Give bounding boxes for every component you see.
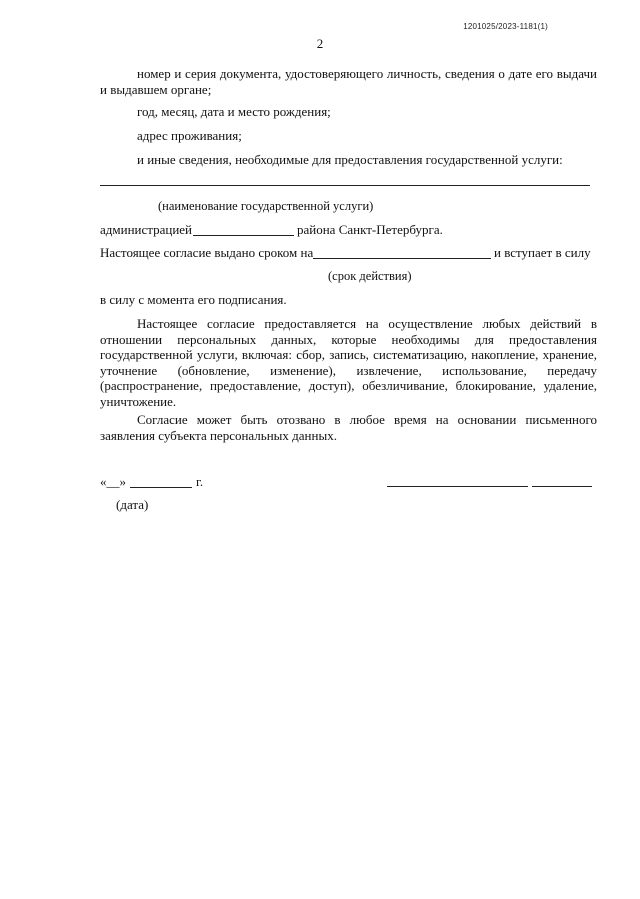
paragraph-document-id: номер и серия документа, удостоверяющего личность, сведения о дате его выдачи и выдавшем органе; — [100, 66, 597, 97]
paragraph-birth: год, месяц, дата и место рождения; — [137, 104, 331, 119]
signature-line — [387, 486, 528, 487]
paragraph-consent: Настоящее согласие предоставляется на осуществление любых действий в отношении персональных данных, которые необходимы для предоставления государственной услуги, включая: сбор, запись, систематизацию, накопление, хранение, уточнение (обновление, изменение), извлечение, использование, передачу (распространение, предоставление, доступ), обезличивание, блокирование, удаление, уничтожение. — [100, 316, 597, 409]
term-suffix: и вступает в силу — [494, 245, 591, 260]
admin-district-line — [193, 235, 294, 236]
date-caption: (дата) — [116, 497, 149, 512]
date-year-suffix: г. — [196, 474, 204, 489]
admin-prefix: администрацией — [100, 222, 193, 237]
service-name-caption: (наименование государственной услуги) — [158, 199, 374, 213]
paragraph-address: адрес проживания; — [137, 128, 242, 143]
term-caption: (срок действия) — [328, 269, 412, 283]
date-month-line — [130, 487, 192, 488]
page-number: 2 — [316, 36, 324, 51]
term-line — [313, 258, 491, 259]
document-number: 1201025/2023-1181(1) — [463, 22, 548, 31]
paragraph-revoke: Согласие может быть отозвано в любое время на основании письменного заявления субъекта персональных данных. — [100, 412, 597, 443]
service-name-line — [100, 185, 590, 186]
admin-suffix: района Санкт-Петербурга. — [297, 222, 443, 237]
paragraph-other-info: и иные сведения, необходимые для предоставления государственной услуги: — [137, 152, 563, 167]
term-continue: в силу с момента его подписания. — [100, 292, 287, 307]
signature-name-line — [532, 486, 592, 487]
date-open: «__» — [100, 474, 126, 489]
term-prefix: Настоящее согласие выдано сроком на — [100, 245, 314, 260]
